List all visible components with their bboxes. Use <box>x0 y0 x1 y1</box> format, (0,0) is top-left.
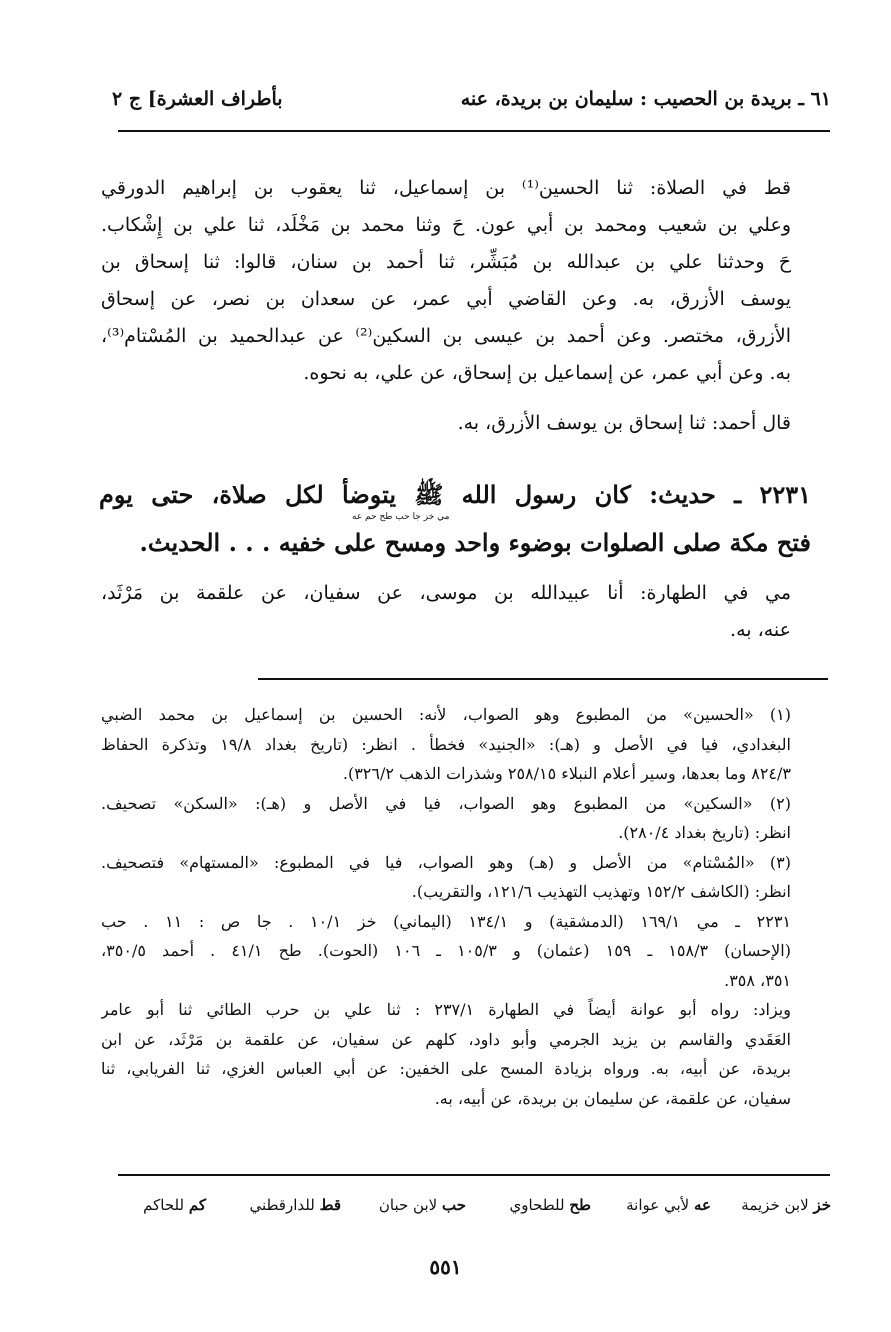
legend-item <box>741 1196 831 1214</box>
hadith-heading-line: فتح مكة صلى الصلوات بوضوء واحد ومسح على خفيه . . . الحديث. <box>139 528 811 557</box>
legend-label: للحاكم <box>143 1196 185 1214</box>
legend-code: كم <box>188 1196 206 1214</box>
legend-code: حب <box>441 1196 466 1214</box>
legend-item <box>379 1196 466 1214</box>
legend-code: طح <box>569 1196 591 1214</box>
text-line: حَ وحدثنا علي بن عبدالله بن مُبَشِّر، ثنا أحمد بن سنان، قالوا: ثنا إسحاق بن <box>101 251 791 273</box>
source-sigla: مي خز جا حب طح حم عه <box>352 512 450 522</box>
text-line: قال أحمد: ثنا إسحاق بن يوسف الأزرق، به. <box>457 412 791 434</box>
abbreviation-legend <box>61 1196 831 1220</box>
header-rule <box>118 130 830 132</box>
footnote-line: سفيان، عن علقمة، عن سليمان بن بريدة، عن أبيه، به. <box>434 1088 791 1108</box>
text-line: يوسف الأزرق، به. وعن القاضي أبي عمر، عن سعدان بن نصر، عن إسحاق <box>101 288 791 310</box>
footnote-line: انظر: (الكاشف ١٥٢/٢ وتهذيب التهذيب ١٢١/٦، والتقريب). <box>411 882 791 901</box>
legend-label: للدارقطني <box>249 1196 315 1214</box>
legend-rule <box>118 1174 830 1176</box>
legend-code: قط <box>319 1196 341 1214</box>
footnote-line: العَقَدي والقاسم بن يزيد الجرمي وأبو داود، كلهم عن سفيان، عن علقمة بن مَرْثَد، عن ابن <box>101 1029 791 1049</box>
running-header-chapter: ٦١ ـ بريدة بن الحصيب : سليمان بن بريدة، عنه <box>460 88 831 110</box>
text-line: الأزرق، مختصر. وعن أحمد بن عيسى بن السكين⁽²⁾ عن عبدالحميد بن المُسْتام⁽³⁾، <box>101 325 791 347</box>
footnote-line: ويزاد: رواه أبو عوانة أيضاً في الطهارة ٢٣٧/١ : ثنا علي بن حرب الطائي ثنا أبو عامر <box>101 1000 791 1019</box>
footnote-line: انظر: (تاريخ بغداد ٢٨٠/٤). <box>618 823 791 842</box>
footnote-line: (١) «الحسين» من المطبوع وهو الصواب، لأنه: الحسين بن إسماعيل بن محمد الضبي <box>101 705 791 724</box>
text-line: قط في الصلاة: ثنا الحسين⁽¹⁾ بن إسماعيل، ثنا يعقوب بن إبراهيم الدورقي <box>101 177 791 199</box>
narration-block-darimi <box>101 575 791 649</box>
narration-block-ahmad <box>101 405 791 442</box>
footnotes <box>101 700 791 1113</box>
footnote-line: بريدة، عن أبيه، به. ورواه بزيادة المسح على الخفين: عن أبي العباس الغزي، ثنا الفريابي، ثنا <box>101 1059 791 1078</box>
legend-label: لابن خزيمة <box>741 1196 809 1214</box>
footnote-line: ٨٢٤/٣ وما بعدها، وسير أعلام النبلاء ٢٥٨/١٥ وشذرات الذهب ٣٢٦/٢). <box>342 764 791 783</box>
legend-item <box>143 1196 206 1214</box>
footnote-line: (٢) «السكين» من المطبوع وهو الصواب، فيا في الأصل و (هـ): «السكن» تصحيف. <box>101 793 791 813</box>
text-line: به. وعن أبي عمر، عن إسماعيل بن إسحاق، عن علي، به نحوه. <box>303 362 791 384</box>
legend-code: عه <box>694 1196 711 1214</box>
hadith-heading <box>99 478 811 560</box>
footnote-rule <box>258 678 828 680</box>
legend-label: لأبي عوانة <box>626 1196 690 1214</box>
legend-item <box>249 1196 341 1214</box>
footnote-line: (٣) «المُسْتام» من الأصل و (هـ) وهو الصواب، فيا في المطبوع: «المستهام» فتصحيف. <box>101 852 791 872</box>
legend-label: للطحاوي <box>509 1196 565 1214</box>
text-line: وعلي بن شعيب ومحمد بن أبي عون. حَ وثنا محمد بن مَخْلَد، ثنا علي بن إِشْكاب. <box>101 214 791 236</box>
legend-label: لابن حبان <box>378 1196 438 1214</box>
running-header-volume: بأطراف العشرة] ج ٢ <box>112 88 283 110</box>
running-header <box>112 88 831 118</box>
text-line: مي في الطهارة: أنا عبيدالله بن موسى، عن سفيان، عن علقمة بن مَرْثَد، <box>101 582 791 604</box>
narration-block-daraqutni <box>101 170 791 392</box>
legend-code: خز <box>813 1196 831 1214</box>
footnote-line: البغدادي، فيا في الأصل و (هـ): «الجنيد» فخطأ . انظر: (تاريخ بغداد ١٩/٨ وتذكرة الحفاظ <box>101 734 791 754</box>
legend-item <box>510 1196 591 1214</box>
legend-item <box>626 1196 711 1214</box>
text-line: عنه، به. <box>730 619 791 641</box>
footnote-line: ٢٢٣١ ـ مي ١٦٩/١ (الدمشقية) و ١٣٤/١ (اليماني) خز ١٠/١ . جا ص : ١١ . حب <box>101 911 791 931</box>
footnote-line: (الإحسان) ١٥٨/٣ ـ ١٥٩ (عثمان) و ١٠٥/٣ ـ ١٠٦ (الحوت). طح ٤١/١ . أحمد ٣٥٠/٥، <box>101 941 791 960</box>
footnote-line: ٣٥١، ٣٥٨. <box>724 970 791 990</box>
hadith-heading-line: ٢٢٣١ ـ حديث: كان رسول الله ﷺ يتوضأ لكل صلاة، حتى يوم <box>99 480 811 509</box>
page-number: ٥٥١ <box>429 1255 462 1279</box>
